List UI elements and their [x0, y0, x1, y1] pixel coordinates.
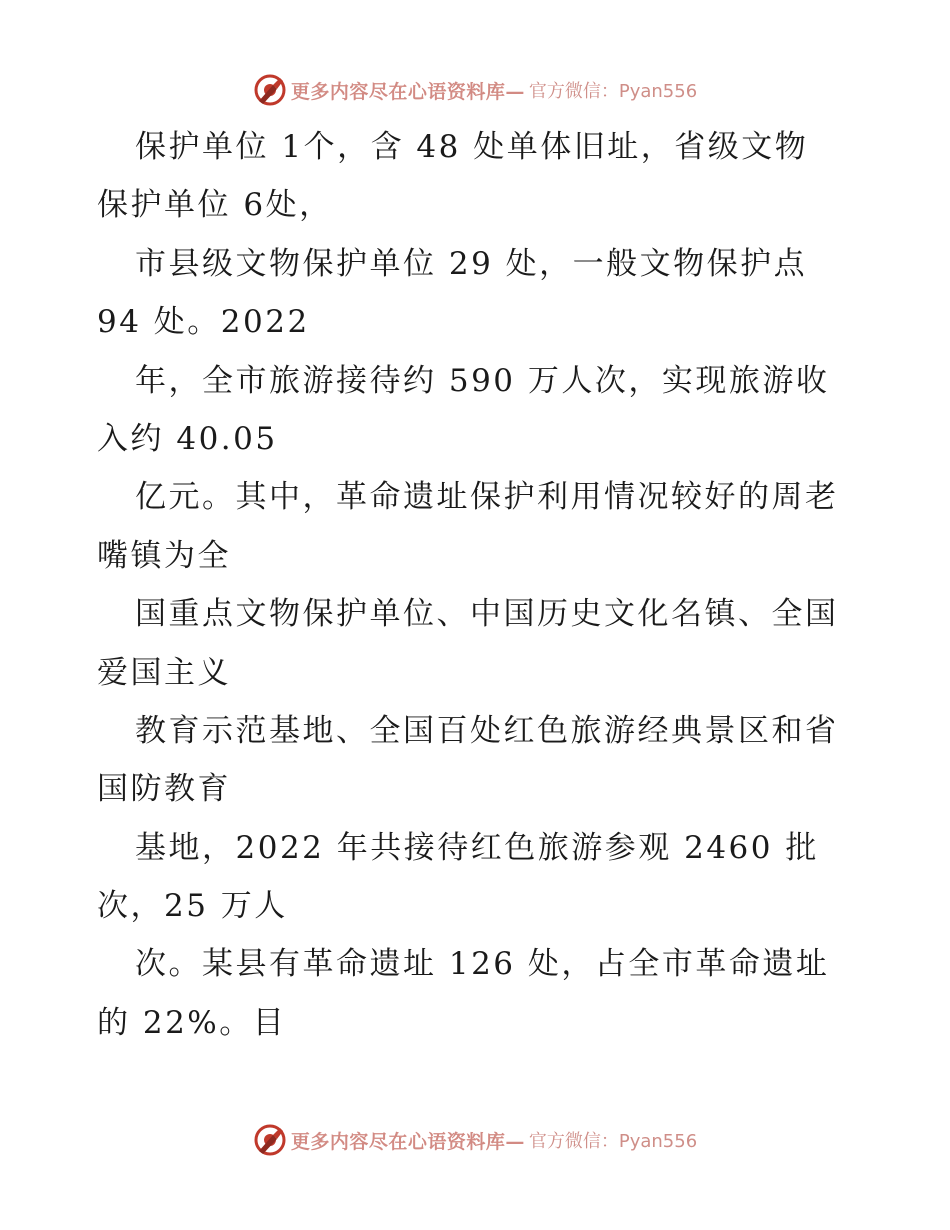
text-line: 亿元。其中，革命遗址保护利用情况较好的周老: [135, 479, 839, 516]
text-line: 教育示范基地、全国百处红色旅游经典景区和省: [135, 712, 839, 749]
text-line: 次，25 万人: [97, 888, 288, 925]
watermark-text: 更多内容尽在心语资料库—: [290, 80, 525, 103]
document-body: [97, 118, 857, 1052]
text-line: 市县级文物保护单位 29 处，一般文物保护点: [135, 245, 808, 282]
text-line: 次。某县有革命遗址 126 处，占全市革命遗址: [135, 946, 830, 983]
footer-watermark: [0, 1120, 950, 1160]
text-line: 爱国主义: [97, 654, 231, 691]
watermark-wechat: 官方微信：Pyan556: [528, 81, 698, 102]
text-line: 保护单位 6处，: [97, 187, 333, 224]
header-watermark: [0, 70, 950, 110]
text-line: 国重点文物保护单位、中国历史文化名镇、全国: [135, 596, 839, 633]
watermark-text: 更多内容尽在心语资料库—: [290, 1130, 525, 1153]
text-line: 入约 40.05: [97, 420, 278, 457]
text-line: 94 处。2022: [97, 304, 310, 341]
text-line: 国防教育: [97, 771, 231, 808]
text-line: 年，全市旅游接待约 590 万人次，实现旅游收: [135, 362, 830, 399]
text-line: 的 22%。目: [97, 1004, 287, 1041]
text-line: 保护单位 1个，含 48 处单体旧址，省级文物: [135, 129, 809, 165]
text-line: 基地，2022 年共接待红色旅游参观 2460 批: [135, 829, 819, 866]
pen-logo-icon: [253, 73, 287, 107]
pen-logo-icon: [253, 1123, 287, 1157]
text-line: 嘴镇为全: [97, 537, 231, 574]
watermark-wechat: 官方微信：Pyan556: [528, 1131, 698, 1152]
